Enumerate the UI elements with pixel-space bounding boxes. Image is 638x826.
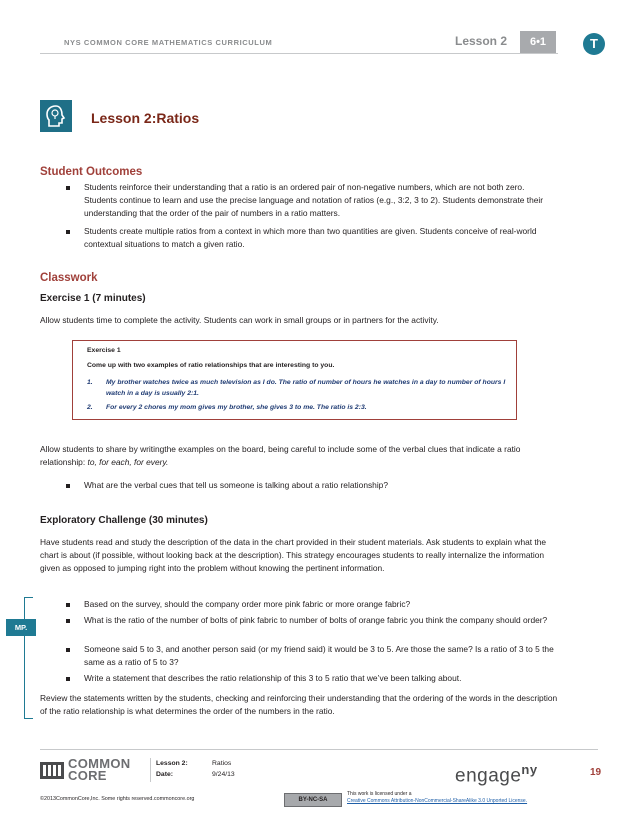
challenge-intro: Have students read and study the description of the data in the chart provided in their student materials. Ask students to explain what the chart is about (if possible, without looking back at the description). This strategy encourages students to really internalize the information given as opposed to jumping right into the problem without knowing the pertinent information. [40,537,547,573]
outcome-bullet-2: Students create multiple ratios from a context in which more than two quantities are given. Students conceive of real-world contextual situations to match a given ratio. [84,226,537,249]
footer-lesson-value: Ratios [212,760,232,767]
bullet-icon [66,230,70,234]
classwork-heading: Classwork [40,272,98,284]
page-number: 19 [590,767,602,778]
verbal-cues-text: to, for each, for every. [87,457,169,467]
logo-line-1: COMMON [68,756,131,771]
footer-date-label: Date: [156,771,173,778]
lightbulb-head-icon [40,100,72,132]
header-lesson-label: Lesson 2 [455,34,508,48]
common-core-logo-mark [40,762,64,779]
exercise-box [72,340,517,420]
student-outcomes-heading: Student Outcomes [40,166,143,178]
share-text: Allow students to share by writingthe examples on the board, being careful to include some of the verbal clues that indicate a ratio relationship: [40,444,521,467]
lesson-title: Lesson 2:Ratios [91,110,200,126]
exercise-box-prompt: Come up with two examples of ratio relationships that are interesting to you. [87,362,335,369]
common-core-logo [68,758,130,782]
footer-rule [40,749,598,750]
exercise-item-1: My brother watches twice as much television as I do. The ratio of number of hours he watches in a day to number of hours I watch in a day is usually 2:1. [106,379,506,397]
bullet-icon [66,677,70,681]
bullet-icon [66,648,70,652]
exercise-item-number: 1. [87,379,93,386]
cc-license-badge: BY-NC-SA [284,793,342,807]
grade-module-badge: 6•1 [520,31,556,53]
logo-line-2: CORE [68,768,107,783]
mp-bracket [24,597,33,719]
copyright-notice: ©2013CommonCore,Inc. Some rights reserved.commoncore.org [40,796,195,802]
engage-text: engage [455,765,522,787]
exercise-1-heading: Exercise 1 (7 minutes) [40,293,146,304]
license-line-1: This work is licensed under a [347,791,412,797]
footer-date-value: 9/24/13 [212,771,235,778]
share-paragraph [40,443,560,469]
bullet-icon [66,186,70,190]
bullet-icon [66,484,70,488]
curriculum-label: NYS COMMON CORE MATHEMATICS CURRICULUM [64,38,273,47]
mathematical-practice-label: MP. [6,619,36,636]
exercise-item-2: For every 2 chores my mom gives my brother, she gives 3 to me. The ratio is 2:3. [106,404,367,411]
license-link[interactable]: Creative Commons Attribution-NonCommercial-ShareAlike 3.0 Unported License. [347,798,528,804]
exercise-1-intro: Allow students time to complete the activity. Students can work in small groups or in partners for the activity. [40,315,439,325]
exercise-box-title: Exercise 1 [87,347,121,354]
bullet-icon [66,603,70,607]
exercise-item-number: 2. [87,404,93,411]
challenge-bullet-1: Based on the survey, should the company order more pink fabric or more orange fabric? [84,599,411,609]
review-paragraph: Review the statements written by the students, checking and reinforcing their understanding that the ordering of the words in the description of the ratio relationship is what determines the order of the numbers in the ratio. [40,693,558,716]
challenge-bullet-2: What is the ratio of the number of bolts of pink fabric to number of bolts of orange fabric you think the company should order? [84,615,548,625]
outcome-bullet-1: Students reinforce their understanding that a ratio is an ordered pair of non-negative numbers, which are not both zero. Students continue to learn and use the precise language and notation of ratios (e.g., 3:2, 3 to 2). Students demonstrate their understanding that the order of the pair of numbers in a ratio matters. [84,182,544,218]
challenge-bullet-4: Write a statement that describes the ratio relationship of this 3 to 5 ratio that we’ve been talking about. [84,673,462,683]
footer-lesson-label: Lesson 2: [156,760,188,767]
ny-text: ny [521,762,538,777]
share-question-bullet: What are the verbal cues that tell us someone is talking about a ratio relationship? [84,480,388,490]
teacher-edition-badge: T [583,33,605,55]
bullet-icon [66,619,70,623]
exploratory-challenge-heading: Exploratory Challenge (30 minutes) [40,515,208,526]
license-notice [347,791,527,805]
challenge-bullet-3: Someone said 5 to 3, and another person said (or my friend said) it would be 3 to 5. Are those the same? Is a ratio of 3 to 5 the same as a ratio of 5 to 3? [84,644,554,667]
footer-divider [150,758,151,782]
engageny-logo [455,762,538,787]
